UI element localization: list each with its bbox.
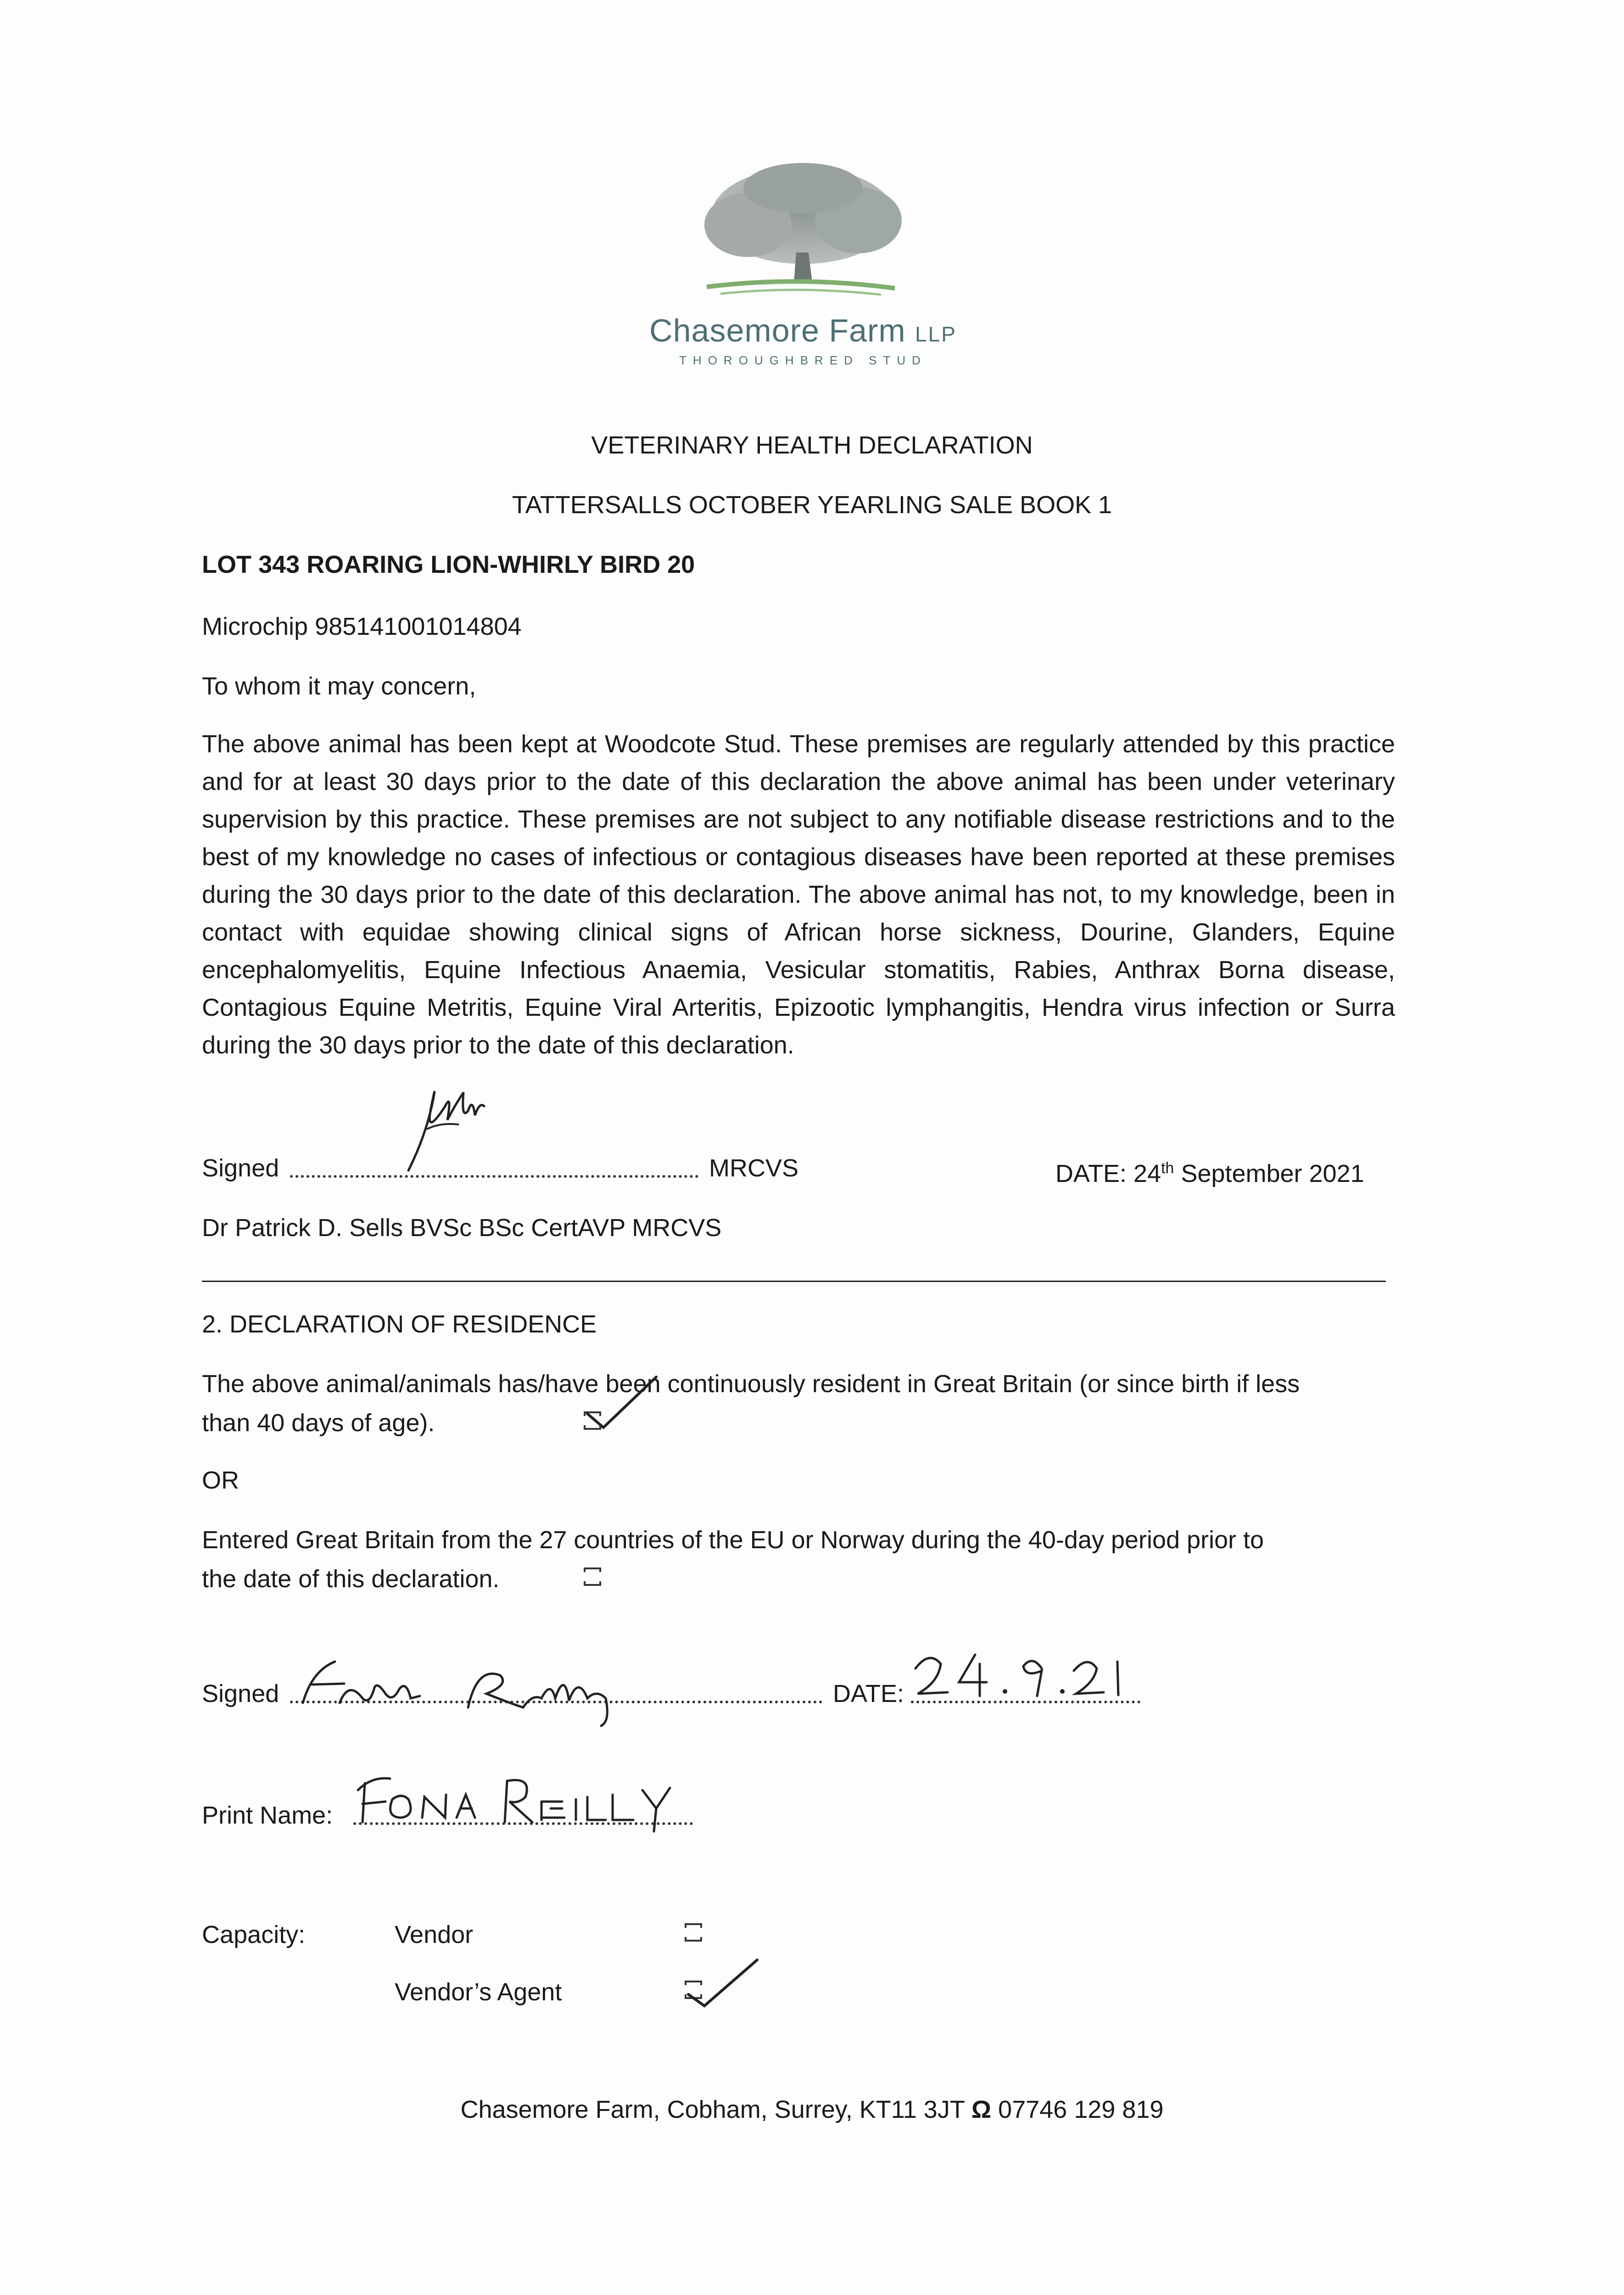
document-title: VETERINARY HEALTH DECLARATION	[591, 431, 1033, 459]
vendor-agent-checkmark-icon	[684, 1951, 762, 2015]
oak-tree-icon	[679, 161, 918, 312]
vet-name: Dr Patrick D. Sells BVSc BSc CertAVP MRCVS	[202, 1214, 722, 1242]
microchip-number: Microchip 985141001014804	[202, 613, 522, 640]
lot-heading: LOT 343 ROARING LION-WHIRLY BIRD 20	[202, 551, 695, 578]
vet-signed-label: Signed	[202, 1154, 279, 1182]
vet-signature	[399, 1079, 505, 1175]
vendor-label: Vendor	[395, 1921, 474, 1948]
print-name-label: Print Name:	[202, 1802, 333, 1829]
residence-heading: 2. DECLARATION OF RESIDENCE	[202, 1310, 597, 1338]
footer-address: Chasemore Farm, Cobham, Surrey, KT11 3JT	[460, 2096, 965, 2123]
section-divider	[202, 1281, 1386, 1282]
vet-signature-line	[290, 1175, 698, 1178]
option1-checkmark-icon	[583, 1370, 661, 1434]
residence-option1-line2: than 40 days of age).	[202, 1409, 435, 1437]
residence-option1-line1: The above animal/animals has/have been continuously resident in Great Britain (or since birth if less	[202, 1370, 1300, 1398]
company-name: Chasemore Farm LLP	[649, 313, 957, 348]
residence-option2-line2: the date of this declaration.	[202, 1565, 500, 1593]
agent-handwritten-date	[911, 1650, 1140, 1701]
company-subtitle: THOROUGHBRED STUD	[679, 353, 927, 367]
mrcvs-suffix: MRCVS	[709, 1154, 799, 1182]
agent-signature	[294, 1652, 661, 1726]
capacity-label: Capacity:	[202, 1921, 306, 1948]
phone-icon: Ω	[971, 2096, 992, 2123]
sale-title: TATTERSALLS OCTOBER YEARLING SALE BOOK 1	[512, 491, 1112, 519]
company-suffix: LLP	[915, 322, 957, 346]
agent-date-label: DATE:	[833, 1680, 904, 1707]
option2-checkbox[interactable]	[584, 1567, 601, 1586]
declaration-body: The above animal has been kept at Woodcote Stud. These premises are regularly attended by this practice and for at least 30 days prior to the date of this declaration the above animal has been under veterinary supervision by this practice. These premises are not subject to any notifiable disease restrictions and to the best of my knowledge no cases of infectious or contagious diseases have been reported at these premises during the 30 days prior to the date of this declaration. The above animal has not, to my knowledge, been in contact with equidae showing clinical signs of African horse sickness, Dourine, Glanders, Equine encephalomyelitis, Equine Infectious Anaemia, Vesicular stomatitis, Rabies, Anthrax Borna disease, Contagious Equine Metritis, Equine Viral Arteritis, Epizootic lymphangitis, Hendra virus infection or Surra during the 30 days prior to the date of this declaration.	[202, 730, 1395, 1059]
residence-option2-line1: Entered Great Britain from the 27 countries of the EU or Norway during the 40-day period prior to	[202, 1526, 1264, 1554]
footer-contact	[0, 2095, 1624, 2124]
vendor-agent-label: Vendor’s Agent	[395, 1978, 562, 2006]
vendor-checkbox[interactable]	[685, 1923, 702, 1942]
agent-signed-label: Signed	[202, 1680, 279, 1707]
handwritten-print-name	[349, 1763, 698, 1831]
salutation: To whom it may concern,	[202, 672, 476, 700]
agent-date-line	[911, 1701, 1140, 1703]
or-separator: OR	[202, 1467, 239, 1494]
footer-phone: 07746 129 819	[998, 2096, 1164, 2123]
vet-date: DATE: 24th September 2021	[1055, 1159, 1364, 1187]
